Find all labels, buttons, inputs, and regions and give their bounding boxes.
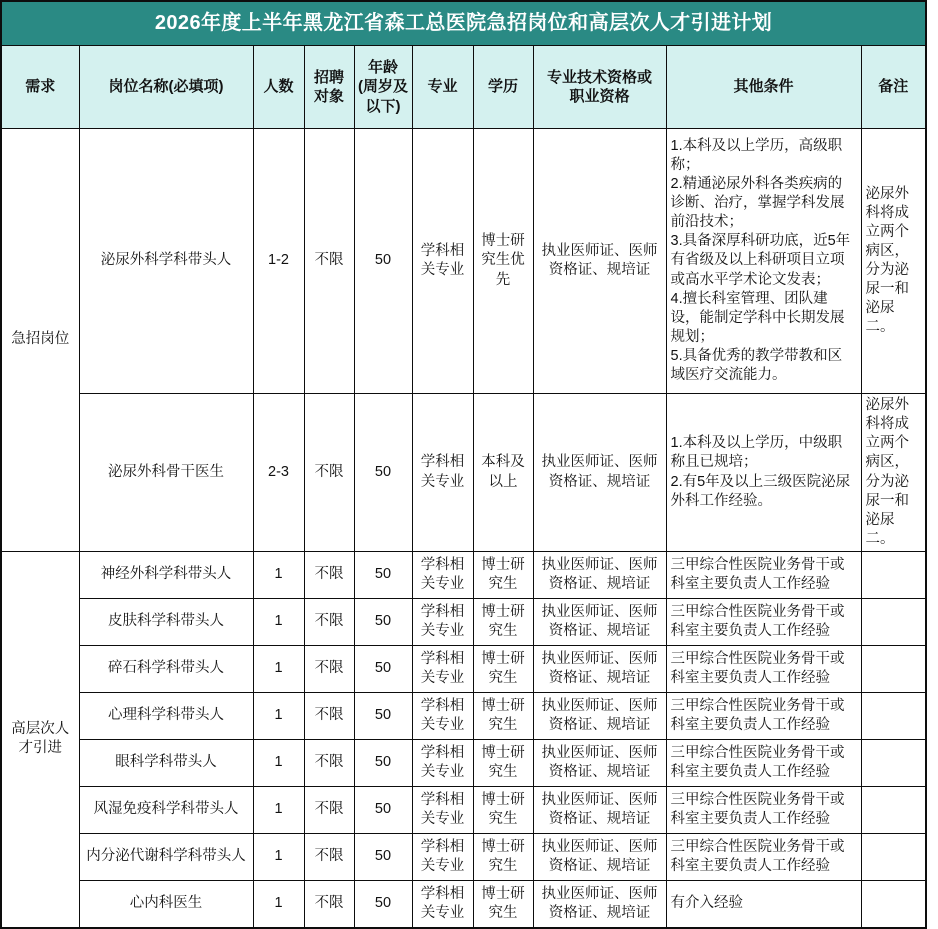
cell-certificate-line1: 执业医师证、医师 — [541, 556, 658, 573]
column-header-age-line1: 年龄 — [367, 58, 398, 76]
cell-other-conditions: 有介入经验 — [666, 881, 861, 928]
cell-certificate-line2: 资格证、规培证 — [548, 576, 651, 592]
cell-target: 不限 — [304, 646, 354, 693]
cell-target: 不限 — [304, 881, 354, 928]
cell-certificate — [533, 646, 666, 693]
cell-education-line1: 博士研 — [481, 697, 525, 714]
cell-major-line1: 学科相 — [420, 242, 465, 259]
cell-major-line1: 学科相 — [420, 791, 465, 808]
cell-major-line1: 学科相 — [420, 556, 465, 573]
cell-certificate — [533, 787, 666, 834]
cell-education-line2: 以上 — [488, 473, 518, 490]
page-title: 2026年度上半年黑龙江省森工总医院急招岗位和高层次人才引进计划 — [1, 1, 926, 46]
cell-major-line2: 关专业 — [420, 717, 465, 733]
column-header-cert-line2: 职业资格 — [569, 88, 630, 105]
cell-remark — [861, 693, 926, 740]
cell-remark — [861, 787, 926, 834]
cell-certificate-line2: 资格证、规培证 — [548, 670, 651, 686]
cell-headcount: 1-2 — [253, 129, 304, 394]
cell-job-name: 风湿免疫科学科带头人 — [79, 787, 253, 834]
column-header-age — [354, 46, 412, 129]
cell-certificate — [533, 740, 666, 787]
cell-major-line2: 关专业 — [420, 670, 465, 686]
cell-age: 50 — [354, 646, 412, 693]
cell-education-line1: 博士研 — [481, 556, 525, 573]
cell-certificate-line1: 执业医师证、医师 — [541, 650, 658, 667]
cell-major-line2: 关专业 — [420, 473, 465, 490]
table-row — [1, 693, 926, 740]
cell-target: 不限 — [304, 740, 354, 787]
cell-headcount: 2-3 — [253, 394, 304, 552]
cell-education — [473, 129, 533, 394]
cell-other-conditions: 1.本科及以上学历，中级职称且已规培； 2.有5年及以上三级医院泌尿外科工作经验。 — [666, 394, 861, 552]
cell-major-line1: 学科相 — [420, 744, 465, 761]
cell-education — [473, 552, 533, 599]
cell-certificate — [533, 834, 666, 881]
cell-major-line1: 学科相 — [420, 697, 465, 714]
table-row — [1, 881, 926, 928]
cell-education-line2: 究生 — [488, 764, 518, 780]
cell-education-line3: 先 — [495, 271, 511, 288]
cell-job-name: 泌尿外科骨干医生 — [79, 394, 253, 552]
group-label-talent — [1, 552, 79, 928]
cell-certificate — [533, 552, 666, 599]
cell-headcount: 1 — [253, 881, 304, 928]
cell-other-conditions: 三甲综合性医院业务骨干或科室主要负责人工作经验 — [666, 599, 861, 646]
cell-certificate-line2: 资格证、规培证 — [548, 717, 651, 733]
cell-other-conditions: 三甲综合性医院业务骨干或科室主要负责人工作经验 — [666, 693, 861, 740]
column-header-num — [253, 46, 304, 129]
table-row — [1, 646, 926, 693]
cell-education — [473, 834, 533, 881]
cell-age: 50 — [354, 129, 412, 394]
cell-remark — [861, 834, 926, 881]
cell-certificate-line1: 执业医师证、医师 — [541, 791, 658, 808]
cell-education — [473, 881, 533, 928]
cell-target: 不限 — [304, 599, 354, 646]
cell-target: 不限 — [304, 394, 354, 552]
cell-major-line1: 学科相 — [420, 603, 465, 620]
table-row — [1, 740, 926, 787]
cell-certificate — [533, 693, 666, 740]
cell-certificate-line1: 执业医师证、医师 — [541, 603, 658, 620]
column-header-cert-line1: 专业技术资格或 — [546, 68, 652, 86]
column-header-target — [304, 46, 354, 129]
cell-job-name: 泌尿外科学科带头人 — [79, 129, 253, 394]
column-header-job — [79, 46, 253, 129]
cell-job-name: 内分泌代谢科学科带头人 — [79, 834, 253, 881]
cell-job-name: 心理科学科带头人 — [79, 693, 253, 740]
column-header-num-label: 人数 — [263, 78, 294, 96]
cell-education-line2: 究生 — [488, 904, 518, 921]
cell-education-line2: 究生 — [488, 670, 518, 686]
cell-education-line1: 博士研 — [481, 885, 525, 902]
cell-education-line2: 究生优 — [481, 252, 525, 269]
cell-education — [473, 646, 533, 693]
cell-headcount: 1 — [253, 787, 304, 834]
cell-age: 50 — [354, 693, 412, 740]
cell-age: 50 — [354, 552, 412, 599]
table-header-row — [1, 46, 926, 129]
cell-age: 50 — [354, 394, 412, 552]
cell-major-line2: 关专业 — [420, 576, 465, 592]
cell-other-conditions: 三甲综合性医院业务骨干或科室主要负责人工作经验 — [666, 787, 861, 834]
column-header-need-label: 需求 — [25, 78, 56, 96]
cell-certificate-line1: 执业医师证、医师 — [541, 697, 658, 714]
column-header-other-label: 其他条件 — [733, 78, 794, 96]
cell-certificate-line1: 执业医师证、医师 — [541, 744, 658, 761]
cell-certificate-line2: 资格证、规培证 — [548, 473, 651, 490]
cell-age: 50 — [354, 834, 412, 881]
cell-education-line1: 博士研 — [481, 838, 525, 855]
cell-major — [412, 740, 473, 787]
cell-certificate — [533, 599, 666, 646]
cell-major — [412, 693, 473, 740]
group-label-urgent: 急招岗位 — [1, 129, 79, 552]
cell-major-line2: 关专业 — [420, 764, 465, 780]
column-header-edu-label: 学历 — [487, 78, 518, 96]
cell-certificate-line1: 执业医师证、医师 — [541, 242, 658, 259]
cell-certificate-line2: 资格证、规培证 — [548, 858, 651, 874]
cell-major-line1: 学科相 — [420, 838, 465, 855]
cell-job-name: 皮肤科学科带头人 — [79, 599, 253, 646]
cell-job-name: 碎石科学科带头人 — [79, 646, 253, 693]
cell-target: 不限 — [304, 834, 354, 881]
table-title-row — [1, 1, 926, 46]
cell-remark — [861, 740, 926, 787]
cell-other-conditions: 三甲综合性医院业务骨干或科室主要负责人工作经验 — [666, 552, 861, 599]
cell-major-line1: 学科相 — [420, 885, 465, 902]
cell-certificate-line2: 资格证、规培证 — [548, 262, 651, 278]
cell-headcount: 1 — [253, 834, 304, 881]
column-header-note — [861, 46, 926, 129]
column-header-cert — [533, 46, 666, 129]
column-header-job-label: 岗位名称(必填项) — [108, 78, 224, 96]
cell-major — [412, 881, 473, 928]
cell-education-line2: 究生 — [488, 576, 518, 592]
table-row — [1, 599, 926, 646]
cell-certificate — [533, 881, 666, 928]
column-header-need — [1, 46, 79, 129]
group-label-talent-line2: 才引进 — [18, 740, 62, 757]
cell-education-line1: 博士研 — [481, 233, 525, 250]
cell-job-name: 心内科医生 — [79, 881, 253, 928]
cell-other-conditions: 1.本科及以上学历，高级职称； 2.精通泌尿外科各类疾病的诊断、治疗，掌握学科发展前沿技术； 3.具备深厚科研功底，近5年有省级及以上科研项目立项或高水平学术论文发表； 4.擅长科室管理、团队建设，能制定学科中长期发展规划； 5.具备优秀的教学带教和区域医疗交流能力。 — [666, 129, 861, 394]
table-row — [1, 552, 926, 599]
cell-major-line1: 学科相 — [420, 454, 465, 471]
cell-age: 50 — [354, 599, 412, 646]
table-row — [1, 834, 926, 881]
cell-education-line1: 博士研 — [481, 650, 525, 667]
cell-certificate — [533, 129, 666, 394]
cell-remark — [861, 646, 926, 693]
cell-education-line2: 究生 — [488, 858, 518, 874]
cell-major — [412, 787, 473, 834]
cell-headcount: 1 — [253, 646, 304, 693]
cell-education-line2: 究生 — [488, 717, 518, 733]
cell-major-line2: 关专业 — [420, 904, 465, 921]
cell-major — [412, 834, 473, 881]
cell-age: 50 — [354, 740, 412, 787]
table-row — [1, 787, 926, 834]
cell-job-name: 神经外科学科带头人 — [79, 552, 253, 599]
table-row — [1, 394, 926, 552]
cell-age: 50 — [354, 787, 412, 834]
cell-certificate-line1: 执业医师证、医师 — [541, 454, 658, 471]
group-label-talent-line1: 高层次人 — [11, 721, 70, 738]
cell-other-conditions: 三甲综合性医院业务骨干或科室主要负责人工作经验 — [666, 834, 861, 881]
column-header-edu — [473, 46, 533, 129]
cell-other-conditions: 三甲综合性医院业务骨干或科室主要负责人工作经验 — [666, 646, 861, 693]
cell-major-line1: 学科相 — [420, 650, 465, 667]
cell-job-name: 眼科学科带头人 — [79, 740, 253, 787]
table-row — [1, 129, 926, 394]
column-header-other — [666, 46, 861, 129]
cell-education-line2: 究生 — [488, 811, 518, 827]
cell-headcount: 1 — [253, 552, 304, 599]
cell-education — [473, 693, 533, 740]
cell-major — [412, 394, 473, 552]
cell-major-line2: 关专业 — [420, 262, 465, 278]
column-header-target-line1: 招聘 — [313, 68, 344, 86]
column-header-target-line2: 对象 — [313, 88, 344, 105]
cell-age: 50 — [354, 881, 412, 928]
cell-education — [473, 394, 533, 552]
cell-major — [412, 552, 473, 599]
cell-certificate-line2: 资格证、规培证 — [548, 904, 651, 921]
cell-certificate-line2: 资格证、规培证 — [548, 811, 651, 827]
cell-target: 不限 — [304, 787, 354, 834]
cell-headcount: 1 — [253, 599, 304, 646]
cell-education-line2: 究生 — [488, 623, 518, 639]
cell-other-conditions: 三甲综合性医院业务骨干或科室主要负责人工作经验 — [666, 740, 861, 787]
cell-education-line1: 博士研 — [481, 603, 525, 620]
cell-remark — [861, 552, 926, 599]
cell-education — [473, 740, 533, 787]
cell-target: 不限 — [304, 552, 354, 599]
cell-certificate-line1: 执业医师证、医师 — [541, 838, 658, 855]
cell-education-line1: 博士研 — [481, 791, 525, 808]
cell-target: 不限 — [304, 693, 354, 740]
cell-remark: 泌尿外科将成立两个病区，分为泌尿一和泌尿二。 — [861, 129, 926, 394]
cell-headcount: 1 — [253, 693, 304, 740]
cell-education — [473, 599, 533, 646]
cell-certificate-line2: 资格证、规培证 — [548, 623, 651, 639]
cell-remark — [861, 599, 926, 646]
cell-remark: 泌尿外科将成立两个病区，分为泌尿一和泌尿二。 — [861, 394, 926, 552]
cell-education — [473, 787, 533, 834]
cell-certificate — [533, 394, 666, 552]
cell-target: 不限 — [304, 129, 354, 394]
cell-major — [412, 646, 473, 693]
cell-remark — [861, 881, 926, 928]
cell-certificate-line2: 资格证、规培证 — [548, 764, 651, 780]
cell-major — [412, 129, 473, 394]
cell-major-line2: 关专业 — [420, 811, 465, 827]
column-header-major — [412, 46, 473, 129]
cell-education-line1: 本科及 — [481, 454, 525, 471]
column-header-note-label: 备注 — [878, 78, 909, 96]
cell-major-line2: 关专业 — [420, 623, 465, 639]
column-header-major-label: 专业 — [427, 78, 458, 96]
cell-education-line1: 博士研 — [481, 744, 525, 761]
cell-major-line2: 关专业 — [420, 858, 465, 874]
column-header-age-line2: (周岁及 — [358, 78, 408, 96]
column-header-age-line3: 以下) — [365, 97, 401, 115]
cell-certificate-line1: 执业医师证、医师 — [541, 885, 658, 902]
cell-major — [412, 599, 473, 646]
cell-headcount: 1 — [253, 740, 304, 787]
